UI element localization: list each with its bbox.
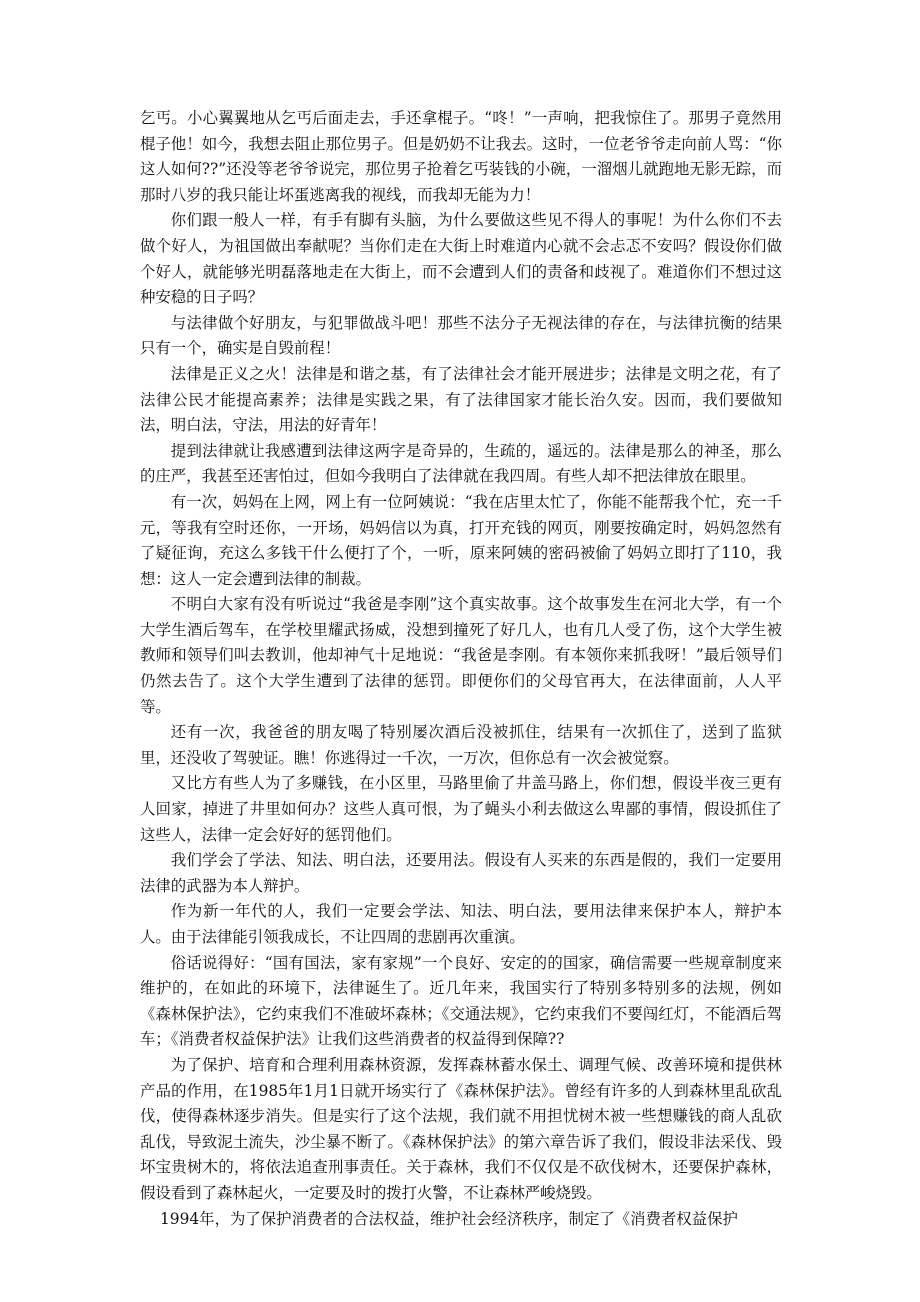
- paragraph-12: 俗话说得好：“国有国法，家有家规”一个良好、安定的的国家，确信需要一些规章制度来维护的，在如此的环境下，法律诞生了。近几年来，我国实行了特别多特别多的法规，例如《森林保护法》，它约束我们不准破坏森林；《交通法规》，它约束我们不要闯红灯，不能酒后驾车；《消费者权益保护法》让我们这些消费者的权益得到保障??: [140, 953, 782, 1049]
- paragraph-14: 1994年，为了保护消费者的合法权益，维护社会经济秩序，制定了《消费者权益保护: [160, 1209, 738, 1228]
- paragraph-11: 作为新一年代的人，我们一定要会学法、知法、明白法，要用法律来保护本人，辩护本人。由于法律能引领我成长，不让四周的悲剧再次重演。: [140, 902, 782, 946]
- paragraph-2: 你们跟一般人一样，有手有脚有头脑，为什么要做这些见不得人的事呢！为什么你们不去做个好人，为祖国做出奉献呢？当你们走在大街上时难道内心就不会忐忑不安吗？假设你们做个好人，就能够光明磊落地走在大街上，而不会遭到人们的责备和歧视了。难道你们不想过这种安稳的日子吗？: [140, 211, 782, 307]
- paragraph-9: 又比方有些人为了多赚钱，在小区里，马路里偷了井盖马路上，你们想，假设半夜三更有人回家，掉进了井里如何办？这些人真可恨，为了蝇头小利去做这么卑鄙的事情，假设抓住了这些人，法律一定会好好的惩罚他们。: [140, 774, 782, 844]
- paragraph-4: 法律是正义之火！法律是和谐之基，有了法律社会才能开展进步；法律是文明之花，有了法律公民才能提高素养；法律是实践之果，有了法律国家才能长治久安。因而，我们要做知法，明白法，守法，用法的好青年！: [140, 364, 782, 435]
- paragraph-3: 与法律做个好朋友，与犯罪做战斗吧！那些不法分子无视法律的存在，与法律抗衡的结果只有一个，确实是自毁前程！: [140, 313, 782, 358]
- paragraph-7: 不明白大家有没有听说过“我爸是李刚”这个真实故事。这个故事发生在河北大学，有一个大学生酒后驾车，在学校里耀武扬威，没想到撞死了好几人，也有几人受了伤，这个大学生被教师和领导们叫去教训，他却神气十足地说：“我爸是李刚。有本领你来抓我呀！”最后领导们仍然去告了。这个大学生遭到了法律的惩罚。即便你们的父母官再大，在法律面前，人人平等。: [140, 595, 782, 716]
- document-body: [140, 106, 782, 1232]
- paragraph-6: 有一次，妈妈在上网，网上有一位阿姨说：“我在店里太忙了，你能不能帮我个忙，充一千元，等我有空时还你，一开场，妈妈信以为真，打开充钱的网页，刚要按确定时，妈妈忽然有了疑征询，充这么多钱干什么便打了个，一听，原来阿姨的密码被偷了妈妈立即打了110，我想：这人一定会遭到法律的制裁。: [140, 492, 782, 588]
- paragraph-13: 为了保护、培育和合理利用森林资源，发挥森林蓄水保土、调理气候、改善环境和提供林产品的作用，在1985年1月1日就开场实行了《森林保护法》。曾经有许多的人到森林里乱砍乱伐，使得森林逐步消失。但是实行了这个法规，我们就不用担忧树木被一些想赚钱的商人乱砍乱伐，导致泥土流失，沙尘暴不断了。《森林保护法》的第六章告诉了我们，假设非法采伐、毁坏宝贵树木的，将依法追查刑事责任。关于森林，我们不仅仅是不砍伐树木，还要保护森林，假设看到了森林起火，一定要及时的拨打火警，不让森林严峻烧毁。: [140, 1055, 782, 1202]
- paragraph-8: 还有一次，我爸爸的朋友喝了特别屡次酒后没被抓住，结果有一次抓住了，送到了监狱里，还没收了驾驶证。瞧！你逃得过一千次，一万次，但你总有一次会被觉察。: [140, 723, 782, 767]
- paragraph-1: 乞丐。小心翼翼地从乞丐后面走去，手还拿棍子。“咚！”一声响，把我惊住了。那男子竟然用棍子他！如今，我想去阻止那位男子。但是奶奶不让我去。这时，一位老爷爷走向前人骂：“你这人如何??”还没等老爷爷说完，那位男子抢着乞丐装钱的小碗，一溜烟儿就跑地无影无踪，而那时八岁的我只能让坏蛋逃离我的视线，而我却无能为力！: [140, 109, 782, 204]
- paragraph-5: 提到法律就让我感遭到法律这两字是奇异的，生疏的，遥远的。法律是那么的神圣，那么的庄严，我甚至还害怕过，但如今我明白了法律就在我四周。有些人却不把法律放在眼里。: [140, 441, 782, 486]
- paragraph-10: 我们学会了学法、知法、明白法，还要用法。假设有人买来的东西是假的，我们一定要用法律的武器为本人辩护。: [140, 851, 782, 895]
